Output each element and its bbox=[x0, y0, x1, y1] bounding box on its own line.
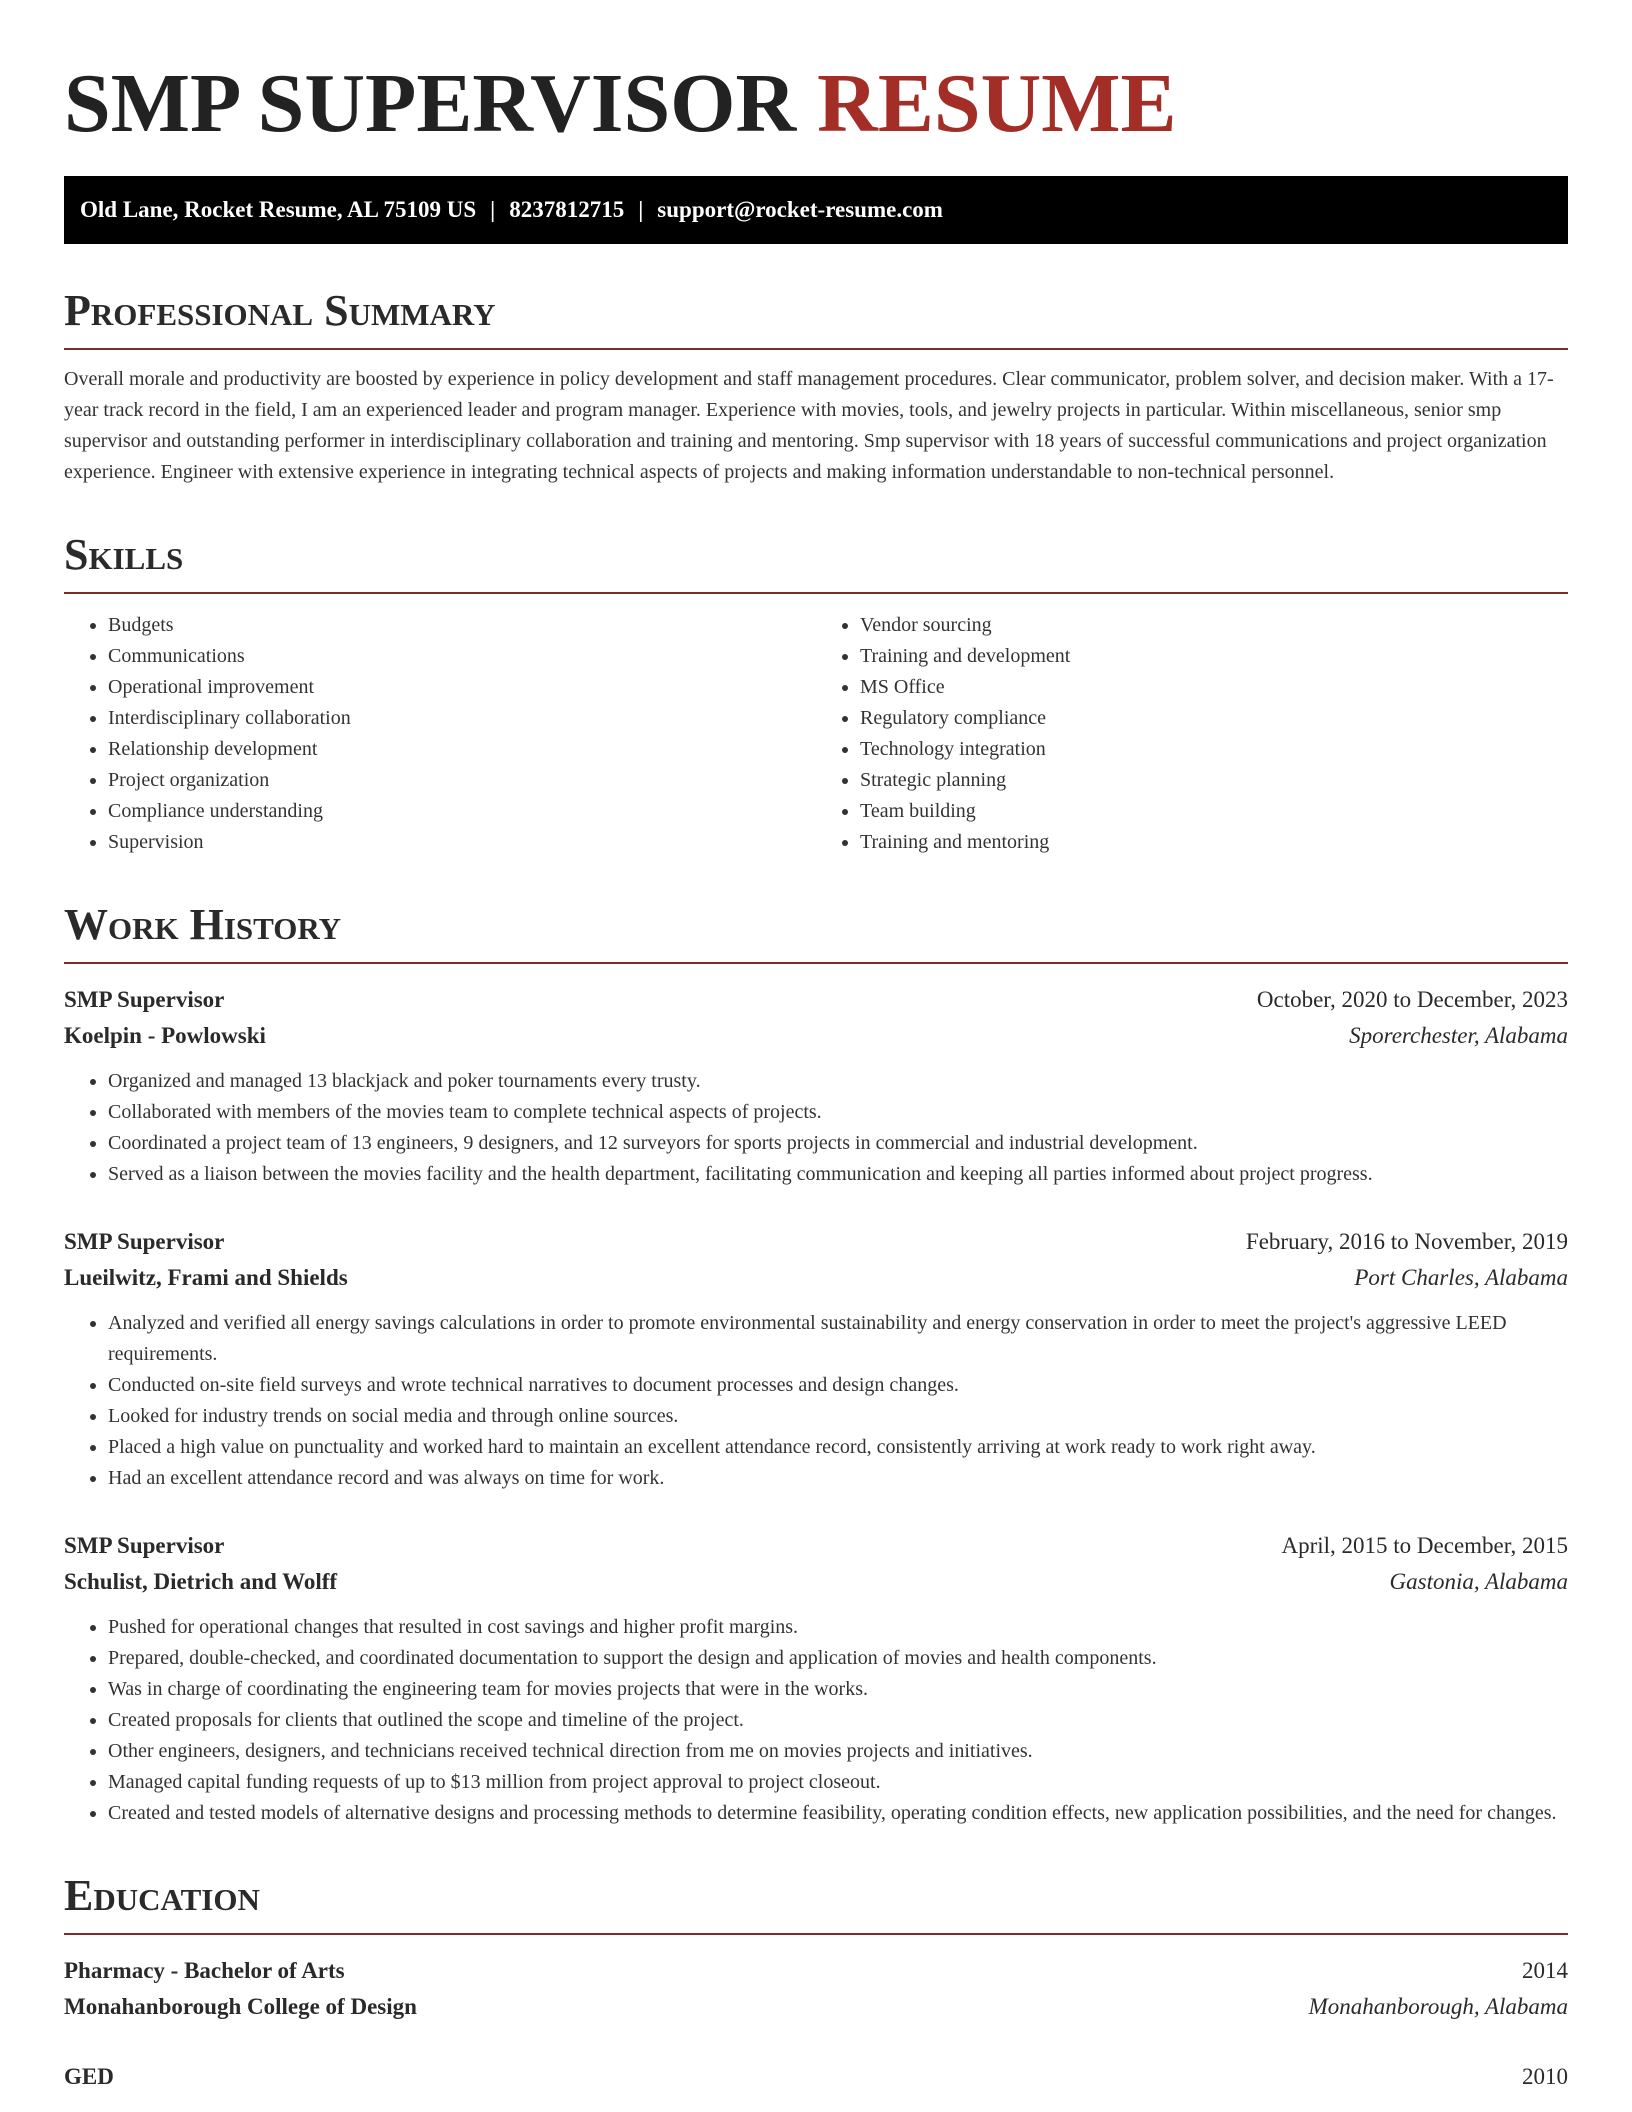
job-bullet: • Prepared, double-checked, and coordinated documentation to support the design and application of movies and health components. bbox=[108, 1643, 1568, 1674]
work-history-section bbox=[64, 900, 1568, 1829]
education-entry bbox=[64, 2059, 1568, 2095]
skill-item: • Training and mentoring bbox=[860, 827, 1568, 858]
job-bullet: • Was in charge of coordinating the engineering team for movies projects that were in the works. bbox=[108, 1674, 1568, 1705]
education-entry bbox=[64, 1953, 1568, 2025]
education-year: 2010 bbox=[1522, 2064, 1568, 2089]
education-heading: Education bbox=[64, 1871, 1568, 1935]
education-degree: GED bbox=[64, 2064, 114, 2089]
job-bullet: • Had an excellent attendance record and was always on time for work. bbox=[108, 1463, 1568, 1494]
job-bullet: • Collaborated with members of the movies team to complete technical aspects of projects. bbox=[108, 1097, 1568, 1128]
job-dates: October, 2020 to December, 2023 bbox=[1256, 987, 1568, 1012]
job-bullet: • Analyzed and verified all energy savings calculations in order to promote environmental sustainability and energy conservation in order to meet the project's aggressive LEED requirements. bbox=[108, 1308, 1568, 1370]
job-company-row bbox=[64, 1018, 1568, 1054]
job-dates: February, 2016 to November, 2019 bbox=[1245, 1229, 1568, 1254]
job-bullet: • Organized and managed 13 blackjack and poker tournaments every trusty. bbox=[108, 1066, 1568, 1097]
skills-list-right bbox=[816, 610, 1568, 858]
skills-heading: Skills bbox=[64, 530, 1568, 594]
job-entry bbox=[64, 1528, 1568, 1829]
skill-item: • Supervision bbox=[108, 827, 816, 858]
job-bullets bbox=[64, 1308, 1568, 1494]
skill-item: • Training and development bbox=[860, 641, 1568, 672]
skill-item: • Relationship development bbox=[108, 734, 816, 765]
skills-list-left bbox=[64, 610, 816, 858]
contact-phone: 8237812715 bbox=[509, 197, 625, 222]
skill-item: • Interdisciplinary collaboration bbox=[108, 703, 816, 734]
skill-item: • Vendor sourcing bbox=[860, 610, 1568, 641]
skill-item: • Communications bbox=[108, 641, 816, 672]
contact-address: Old Lane, Rocket Resume, AL 75109 US bbox=[80, 197, 477, 222]
job-bullets bbox=[64, 1066, 1568, 1190]
job-entry bbox=[64, 982, 1568, 1190]
job-bullet: • Placed a high value on punctuality and worked hard to maintain an excellent attendance record, consistently arriving at work ready to work right away. bbox=[108, 1432, 1568, 1463]
summary-heading: Professional Summary bbox=[64, 286, 1568, 350]
skill-item: • Compliance understanding bbox=[108, 796, 816, 827]
page-title bbox=[64, 0, 1568, 152]
work-history-heading: Work History bbox=[64, 900, 1568, 964]
skill-item: • Operational improvement bbox=[108, 672, 816, 703]
job-bullet: • Other engineers, designers, and technicians received technical direction from me on movies projects and initiatives. bbox=[108, 1736, 1568, 1767]
job-header-row bbox=[64, 982, 1568, 1018]
education-location: Monahanborough, Alabama bbox=[1308, 1994, 1568, 2019]
skills-columns bbox=[64, 610, 1568, 858]
job-location: Gastonia, Alabama bbox=[1389, 1569, 1568, 1594]
job-header-row bbox=[64, 1224, 1568, 1260]
education-school: Monahanborough College of Design bbox=[64, 1994, 417, 2019]
education-year: 2014 bbox=[1522, 1958, 1568, 1983]
job-bullet: • Coordinated a project team of 13 engineers, 9 designers, and 12 surveyors for sports projects in commercial and industrial development. bbox=[108, 1128, 1568, 1159]
contact-separator: | bbox=[490, 197, 496, 222]
job-title: SMP Supervisor bbox=[64, 987, 225, 1012]
job-company: Koelpin - Powlowski bbox=[64, 1023, 266, 1048]
job-company: Lueilwitz, Frami and Shields bbox=[64, 1265, 348, 1290]
contact-separator: | bbox=[638, 197, 644, 222]
skill-item: • MS Office bbox=[860, 672, 1568, 703]
job-bullet: • Served as a liaison between the movies facility and the health department, facilitating communication and keeping all parties informed about project progress. bbox=[108, 1159, 1568, 1190]
skill-item: • Regulatory compliance bbox=[860, 703, 1568, 734]
summary-section bbox=[64, 286, 1568, 488]
job-company-row bbox=[64, 1260, 1568, 1296]
contact-email: support@rocket-resume.com bbox=[657, 197, 943, 222]
education-degree-row bbox=[64, 1953, 1568, 1989]
title-accent: RESUME bbox=[817, 57, 1177, 150]
job-bullet: • Managed capital funding requests of up to $13 million from project approval to project closeout. bbox=[108, 1767, 1568, 1798]
contact-bar bbox=[64, 176, 1568, 244]
education-degree: Pharmacy - Bachelor of Arts bbox=[64, 1958, 345, 1983]
skill-item: • Budgets bbox=[108, 610, 816, 641]
skill-item: • Team building bbox=[860, 796, 1568, 827]
job-entry bbox=[64, 1224, 1568, 1494]
job-bullet: • Created and tested models of alternative designs and processing methods to determine feasibility, operating condition effects, new application possibilities, and the need for changes. bbox=[108, 1798, 1568, 1829]
title-main: SMP SUPERVISOR bbox=[64, 57, 797, 150]
job-location: Port Charles, Alabama bbox=[1354, 1265, 1568, 1290]
skills-section bbox=[64, 530, 1568, 858]
job-bullets bbox=[64, 1612, 1568, 1829]
skill-item: • Technology integration bbox=[860, 734, 1568, 765]
summary-text: Overall morale and productivity are boosted by experience in policy development and staff management procedures. Clear communicator, problem solver, and decision maker. With a 17-year track record in the field, I am an experienced leader and program manager. Experience with movies, tools, and jewelry projects in particular. Within miscellaneous, senior smp supervisor and outstanding performer in interdisciplinary collaboration and training and mentoring. Smp supervisor with 18 years of successful communications and project organization experience. Engineer with extensive experience in integrating technical aspects of projects and making information understandable to non-technical personnel. bbox=[64, 368, 1554, 483]
education-section bbox=[64, 1871, 1568, 2095]
education-degree-row bbox=[64, 2059, 1568, 2095]
job-company-row bbox=[64, 1564, 1568, 1600]
job-bullet: • Created proposals for clients that outlined the scope and timeline of the project. bbox=[108, 1705, 1568, 1736]
job-location: Sporerchester, Alabama bbox=[1349, 1023, 1568, 1048]
education-school-row bbox=[64, 1989, 1568, 2025]
job-title: SMP Supervisor bbox=[64, 1229, 225, 1254]
skill-item: • Strategic planning bbox=[860, 765, 1568, 796]
job-dates: April, 2015 to December, 2015 bbox=[1281, 1533, 1568, 1558]
job-bullet: • Conducted on-site field surveys and wrote technical narratives to document processes and design changes. bbox=[108, 1370, 1568, 1401]
job-bullet: • Looked for industry trends on social media and through online sources. bbox=[108, 1401, 1568, 1432]
skill-item: • Project organization bbox=[108, 765, 816, 796]
job-company: Schulist, Dietrich and Wolff bbox=[64, 1569, 338, 1594]
job-bullet: • Pushed for operational changes that resulted in cost savings and higher profit margins. bbox=[108, 1612, 1568, 1643]
job-title: SMP Supervisor bbox=[64, 1533, 225, 1558]
job-header-row bbox=[64, 1528, 1568, 1564]
